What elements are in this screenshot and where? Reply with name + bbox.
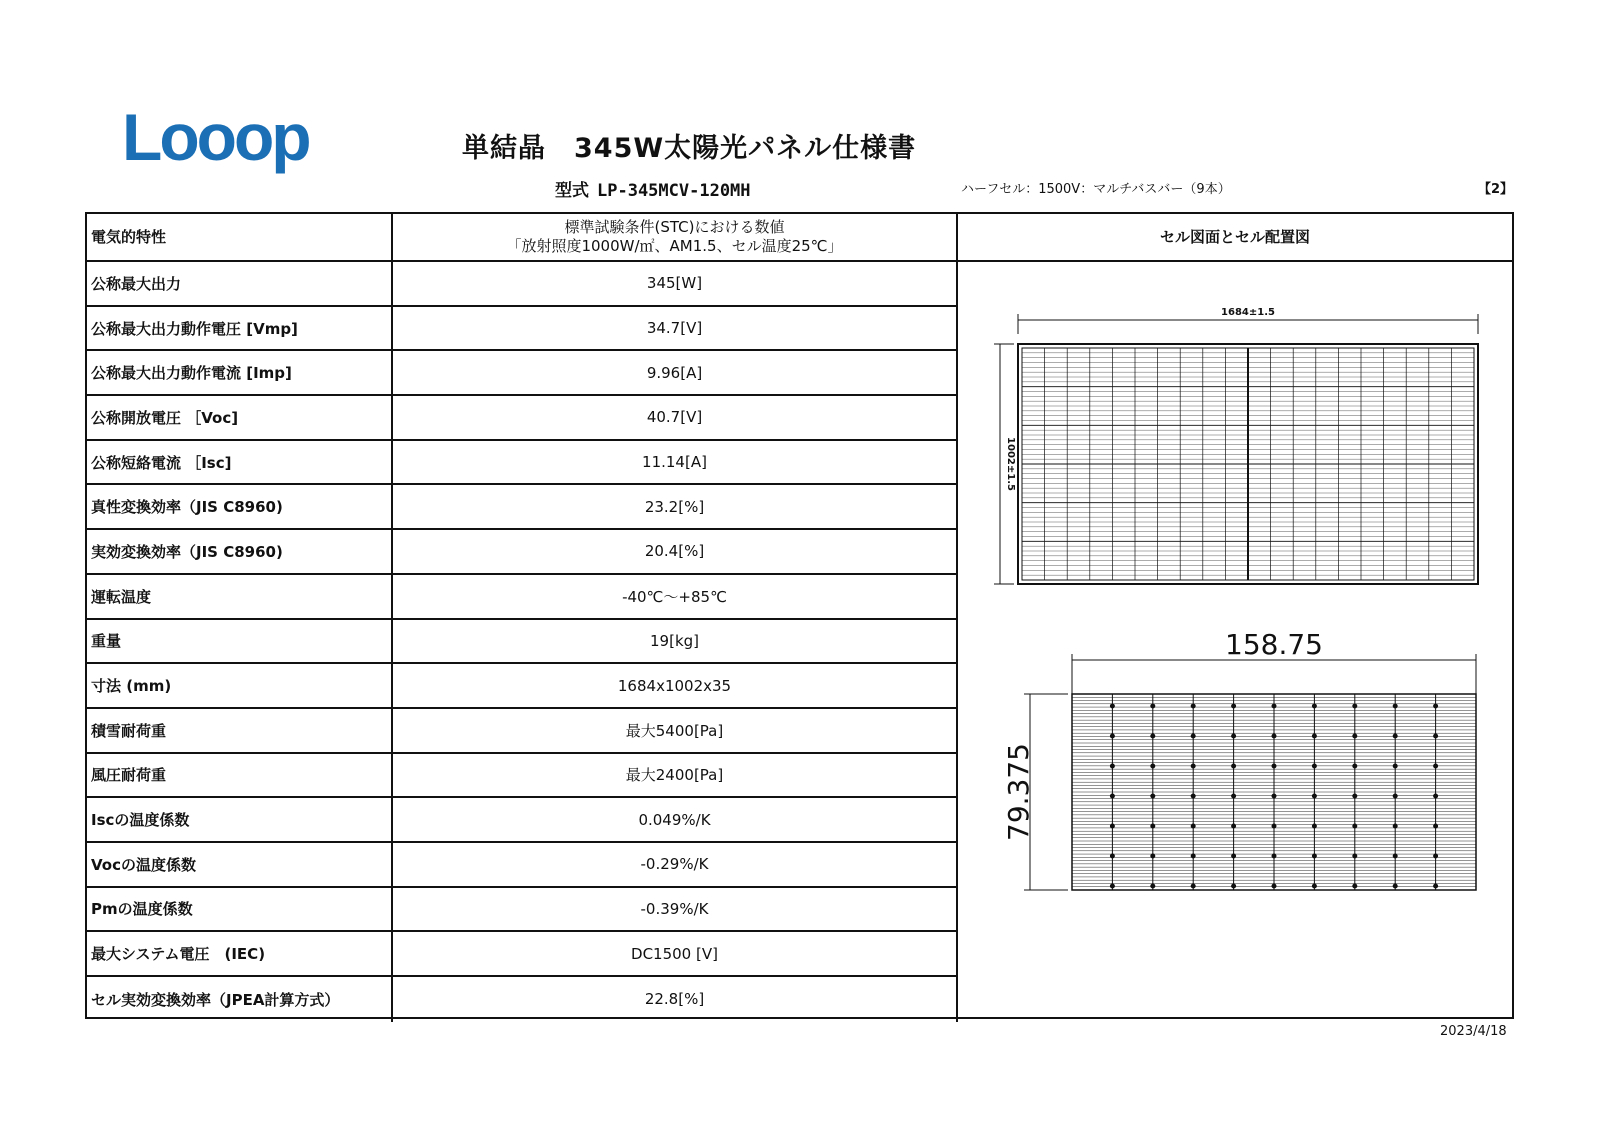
cell-solder-point: [1353, 704, 1357, 708]
row-name: 寸法 (mm): [87, 664, 393, 707]
row-name: Pmの温度係数: [87, 888, 393, 931]
cell-solder-point: [1272, 794, 1276, 798]
header-stc-line1: 標準試験条件(STC)における数値: [564, 218, 785, 236]
table-row: [87, 664, 958, 709]
cell-height-label: 79.375: [1002, 743, 1035, 841]
row-value: 最大5400[Pa]: [393, 709, 958, 752]
cell-solder-point: [1272, 764, 1276, 768]
row-name: 公称最大出力動作電圧 [Vmp]: [87, 307, 393, 350]
cell-solder-point: [1393, 704, 1397, 708]
cell-solder-point: [1434, 734, 1438, 738]
model-line: [555, 176, 751, 201]
cell-solder-point: [1110, 794, 1114, 798]
page-number: 【2】: [1478, 182, 1514, 197]
cell-solder-point: [1232, 884, 1236, 888]
row-value: 40.7[V]: [393, 396, 958, 439]
row-name: 真性変換効率（JIS C8960): [87, 485, 393, 528]
row-name: 公称最大出力動作電流 [Imp]: [87, 351, 393, 394]
cell-solder-point: [1191, 824, 1195, 828]
cell-solder-point: [1353, 734, 1357, 738]
cell-solder-point: [1272, 854, 1276, 858]
row-value: -0.39%/K: [393, 888, 958, 931]
row-value: 23.2[%]: [393, 485, 958, 528]
cell-solder-point: [1393, 854, 1397, 858]
cell-solder-point: [1151, 824, 1155, 828]
cell-solder-point: [1110, 764, 1114, 768]
header-stc-line2: 「放射照度1000W/㎡、AM1.5、セル温度25℃」: [506, 237, 843, 255]
table-row: [87, 754, 958, 799]
row-value: 19[kg]: [393, 620, 958, 663]
cell-solder-point: [1393, 824, 1397, 828]
cell-solder-point: [1272, 824, 1276, 828]
row-value: 9.96[A]: [393, 351, 958, 394]
logo-text: Looop: [122, 108, 309, 174]
cell-solder-point: [1312, 764, 1316, 768]
spec-sheet: [85, 212, 1514, 1019]
cell-solder-point: [1232, 794, 1236, 798]
cell-solder-point: [1434, 824, 1438, 828]
cell-solder-point: [1191, 794, 1195, 798]
cell-solder-point: [1232, 764, 1236, 768]
cell-solder-point: [1393, 734, 1397, 738]
row-name: 公称短絡電流 ［Isc]: [87, 441, 393, 484]
row-name: Vocの温度係数: [87, 843, 393, 886]
cell-solder-point: [1353, 794, 1357, 798]
page-title: 単結晶 345W太陽光パネル仕様書: [462, 133, 917, 164]
row-value: 最大2400[Pa]: [393, 754, 958, 797]
row-name: 運転温度: [87, 575, 393, 618]
cell-solder-point: [1434, 854, 1438, 858]
cell-solder-point: [1151, 794, 1155, 798]
cell-solder-point: [1434, 884, 1438, 888]
cell-solder-point: [1353, 884, 1357, 888]
cell-solder-point: [1272, 734, 1276, 738]
row-value: DC1500 [V]: [393, 932, 958, 975]
table-row: [87, 709, 958, 754]
cell-solder-point: [1191, 764, 1195, 768]
table-row: [87, 798, 958, 843]
table-row: [87, 530, 958, 575]
cell-solder-point: [1151, 854, 1155, 858]
row-value: 20.4[%]: [393, 530, 958, 573]
row-value: 22.8[%]: [393, 977, 958, 1022]
header-stc: [393, 214, 958, 262]
row-value: 0.049%/K: [393, 798, 958, 841]
subtitle: ハーフセル：1500V：マルチバスバー（9本）: [961, 182, 1231, 197]
cell-solder-point: [1232, 734, 1236, 738]
model-label: 型式: [555, 181, 589, 201]
table-row: [87, 262, 958, 307]
cell-solder-point: [1110, 884, 1114, 888]
row-name: Iscの温度係数: [87, 798, 393, 841]
cell-solder-point: [1191, 734, 1195, 738]
panel-width-label: 1684±1.5: [1221, 307, 1275, 318]
cell-solder-point: [1434, 764, 1438, 768]
cell-solder-point: [1110, 704, 1114, 708]
cell-solder-point: [1353, 824, 1357, 828]
cell-solder-point: [1191, 854, 1195, 858]
table-row: [87, 396, 958, 441]
issue-date: 2023/4/18: [1440, 1024, 1507, 1039]
cell-solder-point: [1191, 884, 1195, 888]
cell-solder-point: [1353, 854, 1357, 858]
cell-solder-point: [1393, 794, 1397, 798]
model-number: LP-345MCV-120MH: [597, 181, 751, 201]
cell-solder-point: [1434, 794, 1438, 798]
table-row: [87, 307, 958, 352]
cell-solder-point: [1151, 734, 1155, 738]
cell-solder-point: [1191, 704, 1195, 708]
cell-solder-point: [1151, 764, 1155, 768]
cell-solder-point: [1232, 704, 1236, 708]
table-row: [87, 441, 958, 486]
cell-drawing: [1024, 654, 1476, 890]
cell-solder-point: [1110, 854, 1114, 858]
spec-rows: [87, 262, 958, 1022]
row-value: 1684x1002x35: [393, 664, 958, 707]
row-name: 実効変換効率（JIS C8960): [87, 530, 393, 573]
cell-solder-point: [1393, 764, 1397, 768]
row-value: 345[W]: [393, 262, 958, 305]
row-name: 風圧耐荷重: [87, 754, 393, 797]
table-row: [87, 888, 958, 933]
cell-solder-point: [1272, 704, 1276, 708]
panel-drawing: [994, 314, 1478, 584]
cell-solder-point: [1393, 884, 1397, 888]
cell-solder-point: [1110, 734, 1114, 738]
row-name: 積雪耐荷重: [87, 709, 393, 752]
cell-solder-point: [1312, 884, 1316, 888]
table-row: [87, 351, 958, 396]
table-row: [87, 620, 958, 665]
row-value: 34.7[V]: [393, 307, 958, 350]
cell-solder-point: [1272, 884, 1276, 888]
cell-width-label: 158.75: [1225, 628, 1323, 661]
cell-drawings: [958, 262, 1512, 1017]
panel-height-label: 1002±1.5: [1005, 437, 1016, 491]
row-name: 公称開放電圧 ［Voc]: [87, 396, 393, 439]
cell-solder-point: [1353, 764, 1357, 768]
cell-solder-point: [1434, 704, 1438, 708]
table-row: [87, 843, 958, 888]
table-row: [87, 575, 958, 620]
header-characteristics: 電気的特性: [87, 214, 393, 262]
looop-logo: [122, 108, 322, 180]
cell-solder-point: [1232, 824, 1236, 828]
table-row: [87, 485, 958, 530]
table-row: [87, 977, 958, 1022]
row-name: 公称最大出力: [87, 262, 393, 305]
cell-solder-point: [1110, 824, 1114, 828]
table-row: [87, 932, 958, 977]
cell-solder-point: [1312, 854, 1316, 858]
cell-solder-point: [1151, 704, 1155, 708]
cell-solder-point: [1312, 824, 1316, 828]
cell-solder-point: [1312, 734, 1316, 738]
row-value: -40℃～+85℃: [393, 575, 958, 618]
cell-solder-point: [1312, 794, 1316, 798]
row-name: 重量: [87, 620, 393, 663]
cell-solder-point: [1312, 704, 1316, 708]
cell-solder-point: [1232, 854, 1236, 858]
row-value: 11.14[A]: [393, 441, 958, 484]
row-name: セル実効変換効率（JPEA計算方式）: [87, 977, 393, 1022]
header-cell-drawing: セル図面とセル配置図: [958, 214, 1512, 262]
row-name: 最大システム電圧 (IEC): [87, 932, 393, 975]
cell-solder-point: [1151, 884, 1155, 888]
row-value: -0.29%/K: [393, 843, 958, 886]
